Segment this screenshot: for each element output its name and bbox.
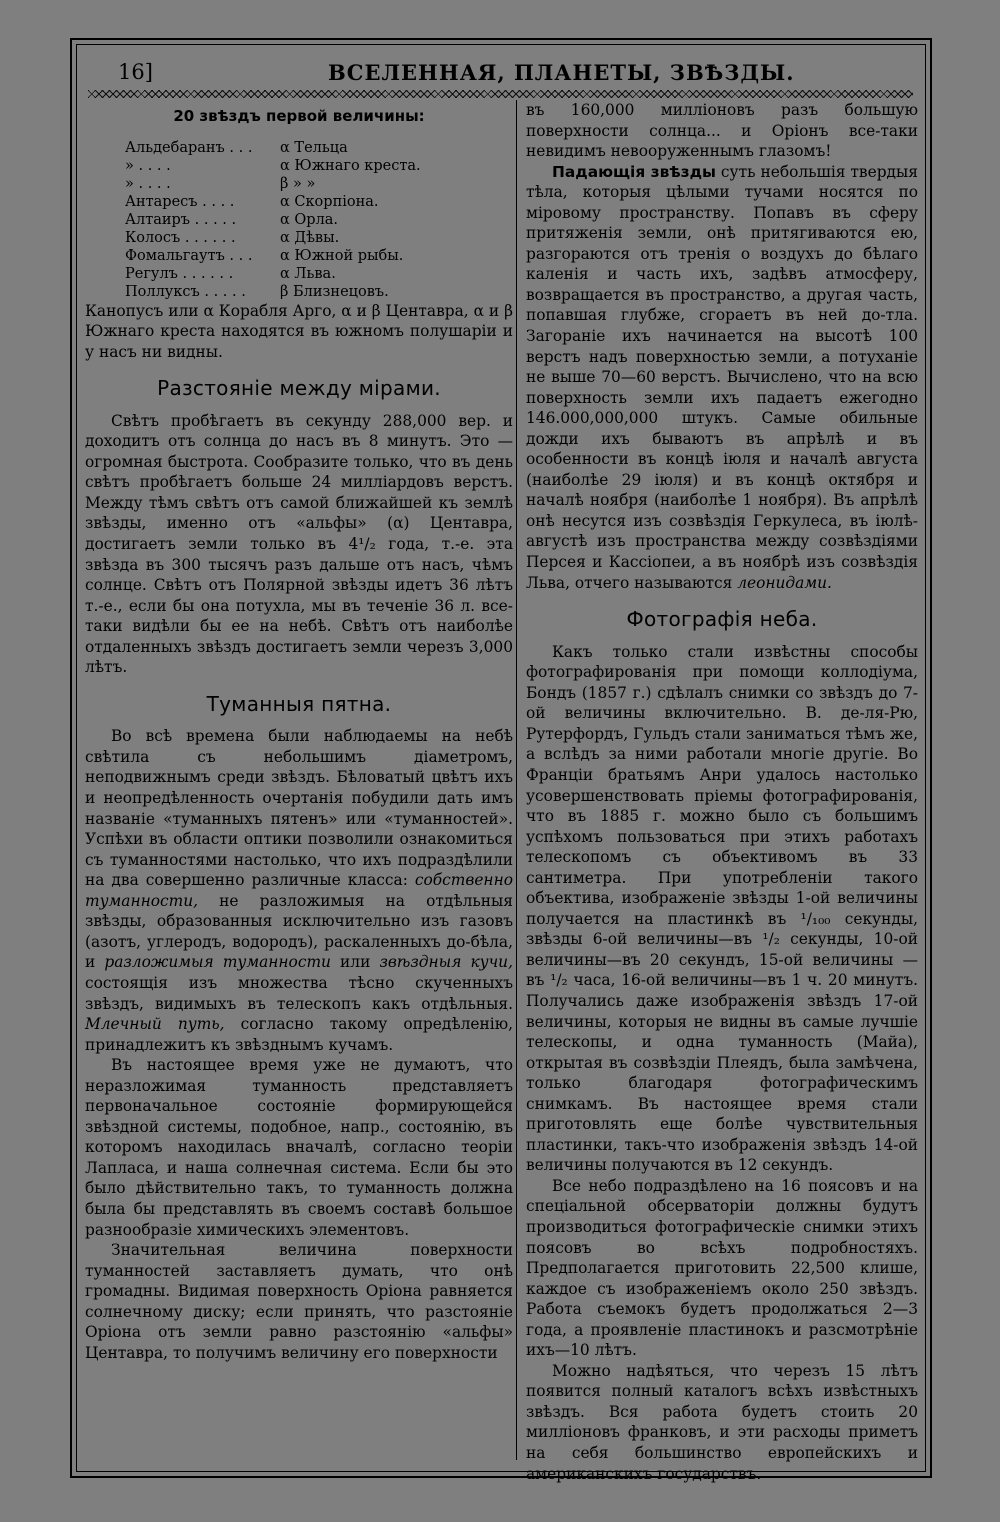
paragraph-distance: Свѣтъ пробѣгаетъ въ секунду 288,000 вер. и доходитъ отъ солнца до насъ въ 8 минутъ. Это — огромная быстрота. Сообразите только, что въ день свѣтъ пробѣгаетъ больше 24 миллiардовъ верстъ. Между тѣмъ свѣтъ отъ самой ближайшей къ землѣ звѣзды, именно отъ «альфы» (α) Центавра, достигаетъ земли только въ 4¹/₂ года, т.-е. эта звѣзда въ 300 тысячъ разъ дальше отъ насъ, чѣмъ солнце. Свѣтъ отъ Полярной звѣзды идетъ 36 лѣтъ т.-е., если бы она потухла, мы въ теченіе 36 л. все-таки видѣли бы ее на небѣ. Свѣтъ отъ наиболѣе отдаленныхъ звѣздъ достигаетъ земли черезъ 3,000 лѣтъ. <box>85 411 513 677</box>
star-name: Антаресъ . . . . <box>125 193 235 210</box>
page-header <box>118 58 898 90</box>
star-name: Фомальгаутъ . . . <box>125 247 253 264</box>
star-table-note: Канопусъ или α Корабля Арго, α и β Центавра, α и β Южнаго креста находятся въ южномъ полушаріи и у насъ ни видны. <box>85 301 513 361</box>
star-designation: α Орла. <box>280 211 339 228</box>
left-column <box>85 100 513 1363</box>
star-row <box>85 193 513 211</box>
italic-term: собственно туманности, <box>85 871 513 910</box>
star-row <box>85 175 513 193</box>
star-row <box>85 139 513 157</box>
star-designation: α Скорпіона. <box>280 193 379 210</box>
right-column <box>526 100 918 1484</box>
text-run: не разложимыя на отдѣльныя звѣзды, образованныя исключительно изъ газовъ (азотъ, углеродъ, водородъ), раскаленныхъ до-бѣла, и <box>85 891 513 972</box>
paragraph-photography-1: Какъ только стали извѣстны способы фотографированія при помощи коллодіума, Бондъ (1857 г.) сдѣлалъ снимки со звѣздъ до 7-ой величины включительно. В. де-ля-Рю, Рутерфордъ, Гульдъ стали заниматься тѣмъ же, а вслѣдъ за ними работали многіе другіе. Во Франціи братьямъ Анри удалось настолько усовершенствовать пріемы фотографированія, что въ 1885 г. можно было съ большимъ успѣхомъ пользоваться при этихъ работахъ телескопомъ съ объективомъ въ 33 сантиметра. При употребленіи такого объектива, изображеніе звѣзды 1-ой величины получается на пластинкѣ въ ¹/₁₀₀ секунды, звѣзды 6-ой величины—въ ¹/₂ секунды, 10-ой величины—въ 20 секундъ, 15-ой величины — въ ¹/₂ часа, 16-ой величины—въ 1 ч. 20 минутъ. Получались даже изображенія звѣздъ 17-ой величины, которыя не видны въ самые лучшіе телескопы, и одна туманность (Майа), открытая въ созвѣздіи Плеядъ, была замѣчена, только благодаря фотографическимъ снимкамъ. Въ настоящее время стали приготовлять еще болѣе чувствительныя пластинки, такъ-что изображенія звѣздъ 14-ой величины получаются въ 12 секундъ. <box>526 642 918 1175</box>
star-row <box>85 265 513 283</box>
star-designation: β » » <box>280 175 316 192</box>
italic-term: леонидами. <box>737 573 832 592</box>
star-table-title: 20 звѣздъ первой величины: <box>173 107 425 125</box>
section-heading-nebulae: Туманныя пятна. <box>206 691 392 716</box>
star-name: Альдебаранъ . . . <box>125 139 253 156</box>
star-designation: β Близнецовъ. <box>280 283 389 300</box>
paragraph-nebulae-2: Въ настоящее время уже не думаютъ, что неразложимая туманность представляетъ первоначальное состояніе формирующейся звѣздной системы, подобное, напр., состоянію, въ которомъ находилась вначалѣ, согласно теоріи Лапласа, и наша солнечная система. Если бы это было дѣйствительно такъ, то туманность должна была бы представлять въ своемъ составѣ большое разнообразіе химическихъ элементовъ. <box>85 1056 513 1239</box>
page-number: 16] <box>118 60 153 84</box>
header-ornament-rule <box>88 90 913 98</box>
star-designation: α Льва. <box>280 265 336 282</box>
shooting-stars-lead: Падающія звѣзды <box>552 162 716 181</box>
star-name: » . . . . <box>125 175 171 192</box>
star-designation: α Южной рыбы. <box>280 247 404 264</box>
text-run: согласно такому опредѣленію, принадлежитъ къ звѣзднымъ кучамъ. <box>85 1015 513 1054</box>
text-run: Во всѣ времена были наблюдаемы на небѣ свѣтила съ небольшимъ діаметромъ, неподвижнымъ среди звѣздъ. Бѣловатый цвѣтъ ихъ и неопредѣленность очертанія побудили дать имъ названіе «туманныхъ пятенъ» или «туманностей». Успѣхи въ области оптики позволили ознакомиться съ туманностями настолько, что ихъ подраздѣлили на два совершенно различные класса: <box>85 727 513 890</box>
paragraph-shooting-stars <box>526 162 918 593</box>
star-designation: α Тельца <box>280 139 348 156</box>
star-table <box>85 139 513 301</box>
star-name: » . . . . <box>125 157 171 174</box>
italic-term: разложимыя туманности <box>104 953 331 972</box>
paragraph-photography-3: Можно надѣяться, что черезъ 15 лѣтъ появится полный каталогъ всѣхъ извѣстныхъ звѣздъ. Вся работа будетъ стоить 20 милліоновъ франковъ, и эти расходы приметъ на себя большинство европейскихъ и американскихъ государствъ. <box>526 1361 918 1483</box>
text-run: суть небольшія твердыя тѣла, которыя цѣлыми тучами носятся по міровому пространству. Попавъ въ сферу притяженія земли, онѣ притягиваются ею, разгораются отъ тренія о воздухъ до бѣлаго каленія и часть ихъ, задѣвъ атмосферу, возвращается въ пространство, а другая часть, попавшая глубже, сгораетъ въ ней до-тла. Загораніе ихъ начинается на высотѣ 100 верстъ надъ поверхностью земли, а потуханіе не выше 70—60 верстъ. Вычислено, что на всю поверхность земли ихъ падаетъ ежегодно 146.000,000,000 штукъ. Самые обильные дожди ихъ бываютъ въ апрѣлѣ и въ особенности въ концѣ іюля и началѣ августа (наиболѣе 29 іюля) и въ концѣ октября и началѣ ноября (наиболѣе 1 ноября). Въ апрѣлѣ онѣ несутся изъ созвѣздія Геркулеса, въ іюлѣ-августѣ изъ пространства между созвѣздіями Персея и Кассіопеи, а въ ноябрѣ изъ созвѣздія Льва, отчего называются <box>526 162 918 592</box>
star-row <box>85 211 513 229</box>
star-name: Регулъ . . . . . . <box>125 265 234 282</box>
section-heading-photography: Фотографія неба. <box>626 607 818 632</box>
star-name: Колосъ . . . . . . <box>125 229 236 246</box>
running-title: ВСЕЛЕННАЯ, ПЛАНЕТЫ, ЗВѢЗДЫ. <box>328 60 795 85</box>
italic-term: Млечный путь, <box>85 1015 225 1034</box>
star-row <box>85 247 513 265</box>
star-designation: α Южнаго креста. <box>280 157 421 174</box>
paragraph-nebulae-3: Значительная величина поверхности туманностей заставляетъ думать, что онѣ громадны. Видимая поверхность Оріона равняется солнечному диску; если принять, что разстояніе Оріона отъ земли равно разстоянію «альфы» Центавра, то получимъ величину его поверхности <box>85 1241 513 1362</box>
star-designation: α Дѣвы. <box>280 229 340 246</box>
star-row <box>85 157 513 175</box>
star-name: Алтаиръ . . . . . <box>125 211 237 228</box>
section-heading-distance: Разстояніе между мірами. <box>157 376 441 401</box>
paragraph-continuation: въ 160,000 милліоновъ разъ большую поверхности солнца... и Оріонъ все-таки невидимъ невооруженнымъ глазомъ! <box>526 101 918 161</box>
star-row <box>85 229 513 247</box>
star-row <box>85 283 513 301</box>
italic-term: звѣздныя кучи, <box>379 953 513 972</box>
column-divider <box>516 100 517 1460</box>
star-name: Поллуксъ . . . . . <box>125 283 246 300</box>
paragraph-photography-2: Все небо подраздѣлено на 16 поясовъ и на спеціальной обсерваторіи должны будутъ производиться фотографическіе снимки этихъ поясовъ во всѣхъ подробностяхъ. Предполагается приготовить 22,500 клише, каждое съ изображеніемъ около 250 звѣздъ. Работа съемокъ будетъ продолжаться 2—3 года, а проявленіе пластинокъ и разсмотрѣніе ихъ—10 лѣтъ. <box>526 1176 918 1360</box>
text-run: состоящія изъ множества тѣсно скученныхъ звѣздъ, видимыхъ въ телескопъ какъ отдѣльныя. <box>85 973 513 1013</box>
paragraph-nebulae-1 <box>85 726 513 1055</box>
text-run: или <box>340 953 371 972</box>
